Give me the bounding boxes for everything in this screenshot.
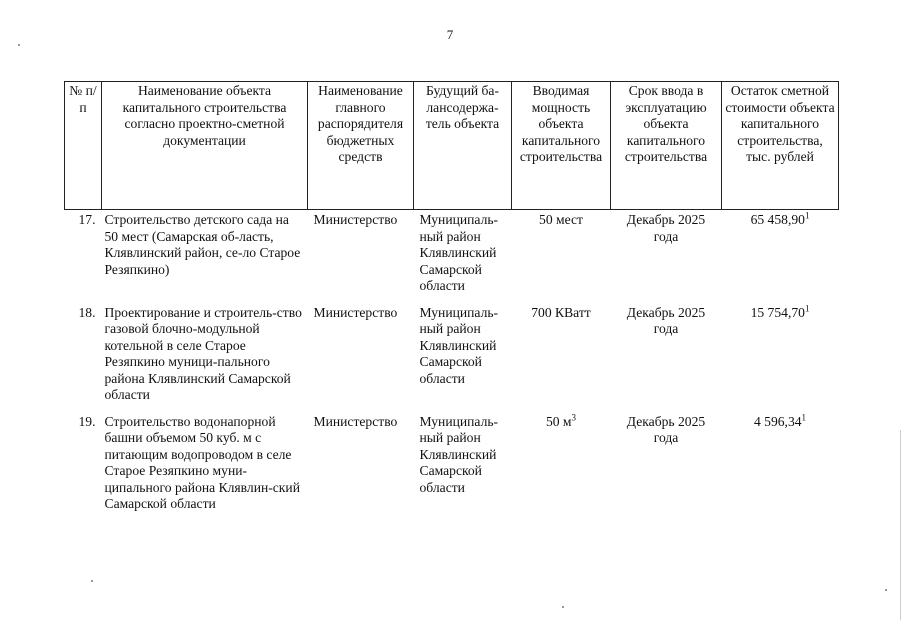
page-number: 7 [446,27,454,42]
footnote-marker: 1 [801,411,807,422]
capacity-value: 700 КВатт [531,304,591,320]
capital-construction-table [64,81,839,521]
header-object-name: Наименование объекта капитального строительства согласно проектно-сметной документации [102,82,308,210]
object-name: Строительство детского сада на 50 мест (Самарская об-ласть, Клявлинский район, се-ло Старое Резяпкино) [104,212,301,277]
scan-edge-line [900,430,901,620]
capacity-value: 50 м [545,413,572,429]
scan-speck [562,606,564,608]
balance-holder: Муниципаль-ный район Клявлинский Самарской области [419,212,499,293]
table-row [65,412,839,521]
balance-holder: Муниципаль-ный район Клявлинский Самарской области [419,304,499,386]
remaining-cost-value: 4 596,34 [753,413,802,429]
capacity-cell [512,412,611,521]
footnote-marker: 1 [804,210,810,221]
commissioning-term: Декабрь 2025 года [626,413,706,445]
remaining-cost-cell [722,412,839,521]
remaining-cost-cell [722,303,839,412]
header-num: № п/п [65,82,102,210]
budget-manager: Министерство [313,212,398,227]
commissioning-term: Декабрь 2025 года [626,212,706,244]
capacity-superscript: 3 [571,411,577,422]
row-number: 18. [78,304,96,320]
commissioning-term: Декабрь 2025 года [626,304,706,336]
capacity-cell [512,303,611,412]
remaining-cost-cell [722,210,839,303]
table-header-row [65,82,839,210]
footnote-marker: 1 [804,302,810,313]
remaining-cost-value: 65 458,90 [750,212,805,227]
header-capacity: Вводимая мощность объекта капитального строительства [512,82,611,210]
capacity-cell [512,210,611,303]
capacity-value: 50 мест [539,212,583,227]
header-balance-holder: Будущий ба-лансодержа-тель объекта [414,82,512,210]
header-budget-manager: Наименование главного распорядителя бюджетных средств [308,82,414,210]
budget-manager: Министерство [313,304,398,320]
header-term: Срок ввода в эксплуатацию объекта капитального строительства [611,82,722,210]
row-number: 17. [78,212,96,227]
table-row [65,210,839,303]
row-number: 19. [78,413,96,429]
budget-manager: Министерство [313,413,398,429]
balance-holder: Муниципаль-ный район Клявлинский Самарской области [419,413,499,495]
scan-speck [885,589,887,591]
scan-speck [91,580,93,582]
header-remaining-cost: Остаток сметной стоимости объекта капитального строительства, тыс. рублей [722,82,839,210]
object-name: Проектирование и строитель-ство газовой блочно-модульной котельной в селе Старое Резяпкино муници-пального района Клявлинский Самарской области [104,304,302,402]
table-row [65,303,839,412]
scan-speck [18,44,20,46]
object-name: Строительство водонапорной башни объемом 50 куб. м с питающим водопроводом в селе Старое Резяпкино муни-ципального района Клявлин-ский Самарской области [104,413,300,511]
remaining-cost-value: 15 754,70 [750,304,805,320]
